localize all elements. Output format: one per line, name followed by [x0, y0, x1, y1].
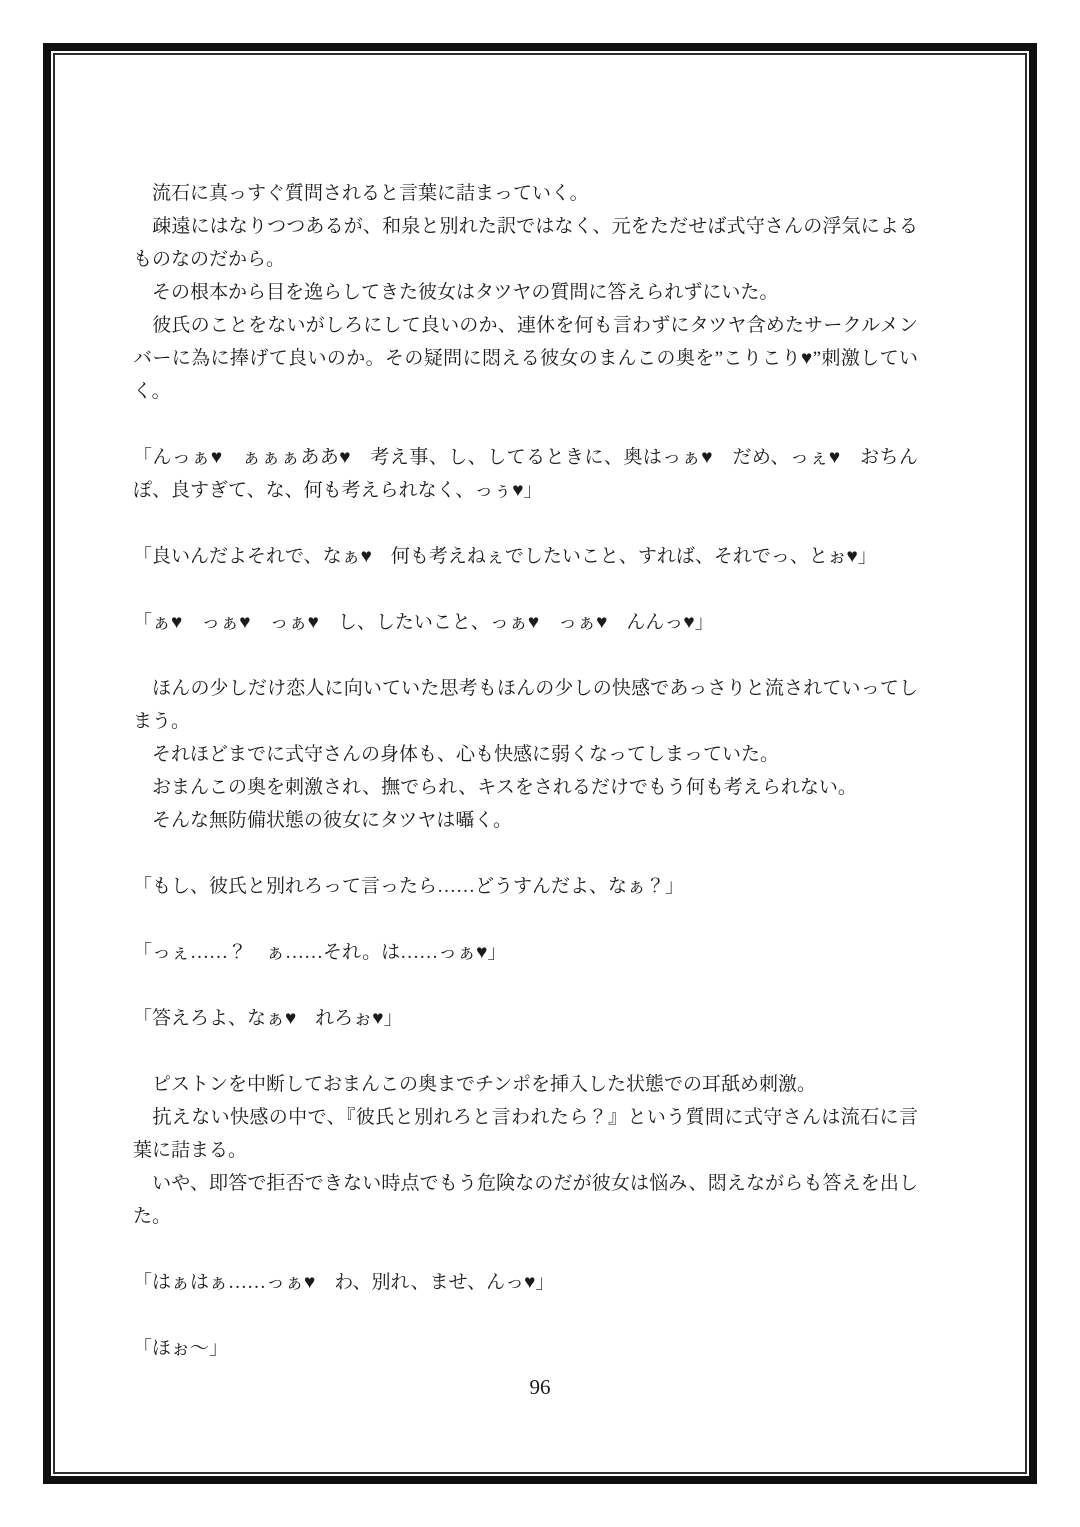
story-paragraph: ほんの少しだけ恋人に向いていた思考もほんの少しの快感であっさりと流されていってしまう。 — [133, 678, 918, 732]
story-paragraph: 「んっぁ♥ ぁぁぁああ♥ 考え事、し、してるときに、奥はっぁ♥ だめ、っぇ♥ おちんぽ、良すぎて、な、何も考えられなく、っぅ♥」 — [133, 447, 918, 501]
story-paragraph: その根本から目を逸らしてきた彼女はタツヤの質問に答えられずにいた。 — [133, 282, 779, 303]
story-paragraph: 「はぁはぁ……っぁ♥ わ、別れ、ませ、んっ♥」 — [133, 1272, 555, 1293]
story-paragraph: 「良いんだよそれで、なぁ♥ 何も考えねぇでしたいこと、すれば、それでっ、とぉ♥」 — [133, 546, 877, 567]
story-paragraph: 「っぇ……？ ぁ……それ。は……っぁ♥」 — [133, 942, 507, 963]
page-number: 96 — [529, 1375, 551, 1399]
story-paragraph: おまんこの奥を刺激され、撫でられ、キスをされるだけでもう何も考えられない。 — [133, 777, 857, 798]
story-paragraph: ピストンを中断しておまんこの奥までチンポを挿入した状態での耳舐め刺激。 — [133, 1074, 817, 1095]
story-paragraph: それほどまでに式守さんの身体も、心も快感に弱くなってしまっていた。 — [133, 744, 780, 765]
story-paragraph: 「ぁ♥ っぁ♥ っぁ♥ し、したいこと、っぁ♥ っぁ♥ んんっ♥」 — [133, 612, 714, 633]
story-paragraph: 抗えない快感の中で、『彼氏と別れろと言われたら？』という質問に式守さんは流石に言葉に詰まる。 — [133, 1107, 918, 1161]
story-paragraph: いや、即答で拒否できない時点でもう危険なのだが彼女は悩み、悶えながらも答えを出した。 — [133, 1173, 918, 1227]
page-border-frame — [43, 43, 1037, 1484]
story-paragraph: 彼氏のことをないがしろにして良いのか、連休を何も言わずにタツヤ含めたサークルメンバーに為に捧げて良いのか。その疑問に悶える彼女のまんこの奥を”こりこり♥”刺激していく。 — [133, 315, 918, 402]
story-paragraph: 「ほぉ～」 — [133, 1338, 229, 1359]
story-paragraph: そんな無防備状態の彼女にタツヤは囁く。 — [133, 810, 513, 831]
story-paragraph: 「もし、彼氏と別れろって言ったら……どうすんだよ、なぁ？」 — [133, 876, 685, 897]
story-paragraph: 流石に真っすぐ質問されると言葉に詰まっていく。 — [133, 183, 589, 204]
story-text-area — [133, 177, 918, 1365]
story-paragraph: 疎遠にはなりつつあるが、和泉と別れた訳ではなく、元をただせば式守さんの浮気によるものなのだから。 — [133, 216, 918, 270]
story-paragraph: 「答えろよ、なぁ♥ れろぉ♥」 — [133, 1008, 403, 1029]
page-inner-border — [53, 53, 1027, 1474]
